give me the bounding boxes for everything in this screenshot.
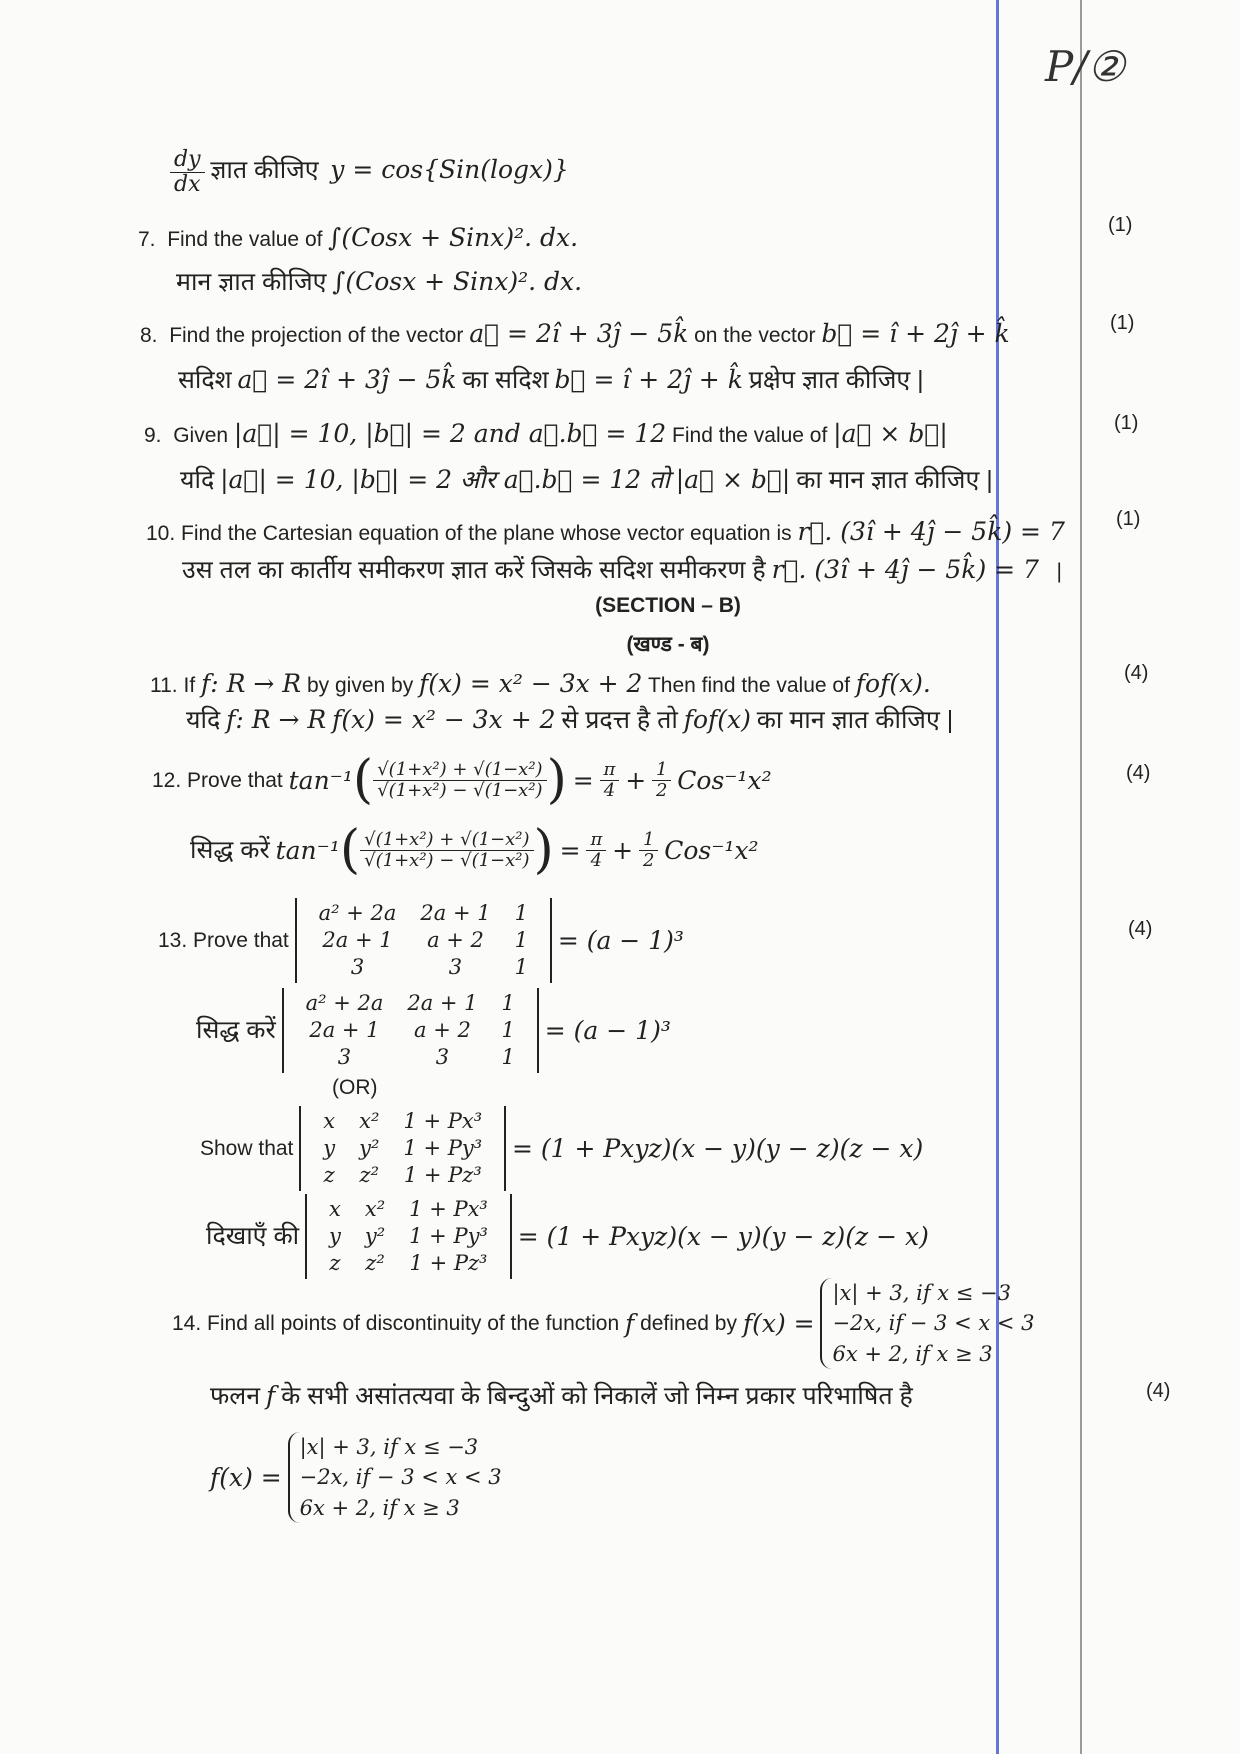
q13-show-that: Show that x x² 1 + Px³ y y² 1 + Py³ z z² 1 + Pz³ = (1 + Pxyz)(x − y)(y − z)(z − x): [200, 1106, 923, 1191]
question-7: 7. Find the value of ∫(Cosx + Sinx)². dx.: [138, 223, 579, 252]
question-8: 8. Find the projection of the vector a⃗ = 2î + 3ĵ − 5k̂ on the vector b⃗ = î + 2ĵ + k̂: [140, 319, 1010, 348]
q13-mark: (4): [1128, 918, 1153, 940]
page-mark: P/②: [1045, 42, 1126, 91]
question-10: 10. Find the Cartesian equation of the plane whose vector equation is r⃗. (3î + 4ĵ − 5k̂) = 7: [146, 517, 1065, 546]
question-14: 14. Find all points of discontinuity of the function f defined by f(x) = |x| + 3, if x ≤ −3 −2x, if − 3 < x < 3 6x + 2, if x ≥ 3: [172, 1278, 1035, 1369]
question-12: 12. Prove that tan⁻¹( $\frac{\text{√(1+x²) + √(1−x²)}}{\text{√(1+x²) − √(1−x²)}}$ ) = $\frac{\pi}{4}$ + $\frac{1}{2}$ Cos⁻¹x²: [152, 750, 772, 810]
q7-hindi: मान ज्ञात कीजिए ∫(Cosx + Sinx)². dx.: [176, 267, 583, 296]
determinant-2: x x² 1 + Px³ y y² 1 + Py³ z z² 1 + Pz³: [299, 1106, 506, 1191]
dy-dx-fraction: $\frac{dy}{dx}$: [170, 148, 205, 197]
q10-mark: (1): [1116, 508, 1141, 530]
q6-hindi: $\frac{dy}{dx}$ ज्ञात कीजिए y = cos{Sin(logx)}: [170, 148, 569, 197]
piecewise-cases: |x| + 3, if x ≤ −3 −2x, if − 3 < x < 3 6x + 2, if x ≥ 3: [820, 1278, 1034, 1369]
q9-hindi: यदि |a⃗| = 10, |b⃗| = 2 और a⃗.b⃗ = 12 तो |a⃗ × b⃗| का मान ज्ञात कीजिए |: [180, 465, 993, 494]
determinant-1-hindi: a² + 2a 2a + 1 1 2a + 1 a + 2 1 3 3 1: [282, 988, 539, 1073]
q11-mark: (4): [1124, 662, 1149, 684]
margin-line-blue: [996, 0, 999, 1754]
q14-hindi-function: f(x) = |x| + 3, if x ≤ −3 −2x, if − 3 < x < 3 6x + 2, if x ≥ 3: [210, 1432, 502, 1523]
q13-hindi: सिद्ध करें a² + 2a 2a + 1 1 2a + 1 a + 2 1 3 3 1 = (a − 1)³: [196, 988, 671, 1073]
q14-mark: (4): [1146, 1380, 1171, 1402]
section-b-title: (SECTION – B): [595, 594, 741, 617]
q12-mark: (4): [1126, 762, 1151, 784]
section-b-hindi: (खण्ड - ब): [626, 633, 710, 656]
determinant-2-hindi: x x² 1 + Px³ y y² 1 + Py³ z z² 1 + Pz³: [305, 1194, 512, 1279]
q10-hindi: उस तल का कार्तीय समीकरण ज्ञात करें जिसके सदिश समीकरण है r⃗. (3î + 4ĵ − 5k̂) = 7 |: [182, 555, 1062, 584]
q8-mark: (1): [1110, 312, 1135, 334]
q13-show-that-hindi: दिखाएँ की x x² 1 + Px³ y y² 1 + Py³ z z² 1 + Pz³ = (1 + Pxyz)(x − y)(y − z)(z − x): [206, 1194, 929, 1279]
q14-hindi: फलन f के सभी असांतत्यवा के बिन्दुओं को निकालें जो निम्न प्रकार परिभाषित है: [210, 1381, 913, 1410]
margin-line-grey: [1080, 0, 1082, 1754]
or-label: (OR): [332, 1076, 378, 1099]
q9-mark: (1): [1114, 412, 1139, 434]
q11-hindi: यदि f: R → R f(x) = x² − 3x + 2 से प्रदत्त है तो fof(x) का मान ज्ञात कीजिए |: [186, 705, 954, 734]
piecewise-cases-hindi: |x| + 3, if x ≤ −3 −2x, if − 3 < x < 3 6x + 2, if x ≥ 3: [288, 1432, 502, 1523]
question-11: 11. If f: R → R by given by f(x) = x² − 3x + 2 Then find the value of fof(x).: [150, 669, 931, 698]
question-9: 9. Given |a⃗| = 10, |b⃗| = 2 and a⃗.b⃗ = 12 Find the value of |a⃗ × b⃗|: [144, 419, 948, 448]
determinant-1: a² + 2a 2a + 1 1 2a + 1 a + 2 1 3 3 1: [295, 898, 552, 983]
q8-hindi: सदिश a⃗ = 2î + 3ĵ − 5k̂ का सदिश b⃗ = î + 2ĵ + k̂ प्रक्षेप ज्ञात कीजिए |: [178, 365, 924, 394]
q12-hindi: सिद्ध करें tan⁻¹( $\frac{\text{√(1+x²) + √(1−x²)}}{\text{√(1+x²) − √(1−x²)}}$ ) = $\frac{\pi}{4}$ + $\frac{1}{2}$ Cos⁻¹x²: [190, 820, 759, 880]
q7-mark: (1): [1108, 214, 1133, 236]
question-13: 13. Prove that a² + 2a 2a + 1 1 2a + 1 a + 2 1 3 3 1 = (a − 1)³: [158, 898, 684, 983]
